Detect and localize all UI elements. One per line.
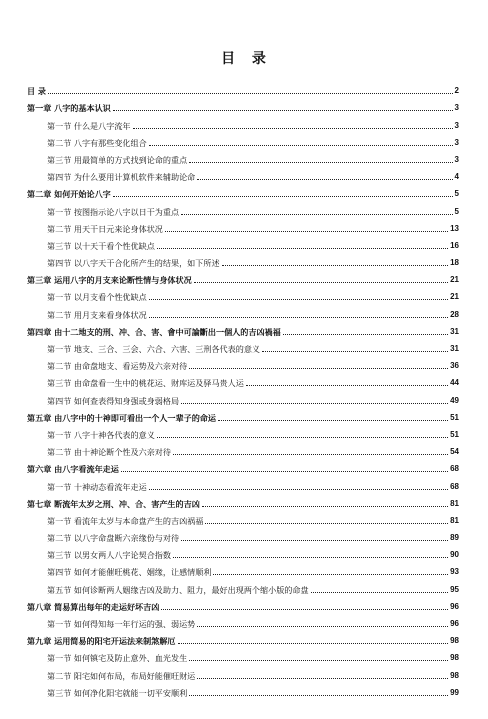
dot-leader	[202, 506, 448, 507]
toc-entry-label: 第三节 如何净化阳宅就能一切平安顺利	[47, 687, 188, 698]
dot-leader	[133, 128, 453, 129]
toc-page-number: 3	[454, 137, 459, 147]
dot-leader	[149, 489, 448, 490]
dot-leader	[113, 110, 453, 111]
toc-chapter-entry[interactable]	[27, 268, 459, 285]
toc-page-number: 81	[450, 515, 459, 525]
toc-page-number: 18	[450, 258, 459, 268]
toc-page-number: 98	[450, 653, 459, 663]
toc-entry-label: 第一节 以月支看个性优缺点	[47, 292, 147, 303]
toc-section-entry[interactable]	[27, 612, 459, 629]
dot-leader	[189, 368, 448, 369]
toc-section-entry[interactable]	[27, 388, 459, 405]
toc-entry-label: 第四节 以八字天干合化所产生的结果，如下所述	[47, 258, 220, 269]
dot-leader	[181, 214, 452, 215]
table-of-contents	[27, 79, 459, 698]
toc-section-entry[interactable]	[27, 337, 459, 354]
toc-section-entry[interactable]	[27, 148, 459, 165]
toc-page-number: 68	[450, 464, 459, 474]
dot-leader	[194, 282, 448, 283]
toc-page-number: 31	[450, 326, 459, 336]
toc-section-entry[interactable]	[27, 474, 459, 491]
toc-entry-label: 第七章 断流年太岁之刑、冲、合、害产生的吉凶	[27, 498, 200, 509]
dot-leader	[149, 299, 448, 300]
toc-page-number: 28	[450, 309, 459, 319]
toc-page-number: 93	[450, 567, 459, 577]
toc-page-number: 68	[450, 481, 459, 491]
dot-leader	[262, 351, 448, 352]
toc-entry-label: 第四节 如何才能催旺桃花、姻缘，让感情顺利	[47, 567, 212, 578]
toc-page-number: 31	[450, 344, 459, 353]
toc-entry-label: 第五节 如何诊断两人姻缘吉凶及助力、阻力，最好出现两个缩小版的命盘	[47, 584, 309, 595]
toc-entry-label: 第一节 看流年太岁与本命盘产生的吉凶祸福	[47, 515, 204, 526]
toc-section-entry[interactable]	[27, 217, 459, 234]
dot-leader	[178, 643, 449, 644]
dot-leader	[181, 403, 448, 404]
toc-page-number: 44	[450, 378, 459, 388]
toc-entry-label: 第二节 由命盘地支、看运势及六亲对待	[47, 361, 188, 372]
dot-leader	[197, 179, 452, 180]
toc-chapter-entry[interactable]	[27, 96, 459, 113]
toc-page-number: 16	[450, 240, 459, 250]
dot-leader	[149, 317, 448, 318]
toc-entry-label: 第三章 运用八字的月支来论断性情与身体状况	[27, 275, 192, 286]
toc-section-entry[interactable]	[27, 526, 459, 543]
toc-entry-label: 第一节 地支、三合、三会、六合、六害、三刑各代表的意义	[47, 344, 261, 354]
dot-leader	[283, 334, 448, 335]
toc-entry-label: 第三节 以十天干看个性优缺点	[47, 240, 155, 251]
toc-section-entry[interactable]	[27, 371, 459, 388]
toc-entry-label: 第一节 十神动态看流年走运	[47, 481, 147, 492]
toc-page-number: 2	[454, 86, 459, 96]
toc-section-entry[interactable]	[27, 131, 459, 148]
toc-section-entry[interactable]	[27, 423, 459, 440]
toc-chapter-entry[interactable]	[27, 457, 459, 474]
toc-entry-label: 第二节 用天干日元来论身体状况	[47, 223, 163, 234]
dot-leader	[246, 385, 448, 386]
toc-entry-label: 第三节 以男女两人八字论契合指数	[47, 550, 171, 561]
toc-entry-label: 第四章 由十二地支的刑、冲、合、害、會中可論斷出一個人的吉凶禍福	[27, 326, 281, 337]
toc-chapter-entry[interactable]	[27, 182, 459, 199]
toc-entry-label: 第四节 如何查表得知身强或身弱格局	[47, 395, 180, 406]
toc-entry-label: 第二节 八字有那些变化组合	[47, 137, 147, 148]
toc-section-entry[interactable]	[27, 681, 459, 698]
toc-section-entry[interactable]	[27, 251, 459, 268]
toc-entry-label: 第一章 八字的基本认识	[27, 103, 111, 114]
toc-page-number: 51	[450, 429, 459, 439]
toc-page-number: 54	[450, 447, 459, 457]
toc-page-number: 96	[450, 601, 459, 611]
toc-section-entry[interactable]	[27, 199, 459, 216]
dot-leader	[189, 695, 448, 696]
toc-page-number: 89	[450, 533, 459, 543]
toc-chapter-entry[interactable]	[27, 629, 459, 646]
dot-leader	[161, 609, 448, 610]
toc-entry-label: 第二章 如何开始论八字	[27, 189, 111, 200]
toc-section-entry[interactable]	[27, 234, 459, 251]
toc-entry-label: 第三节 由命盘看一生中的桃花运、财库运及驿马贵人运	[47, 378, 244, 389]
toc-page-number: 5	[454, 189, 459, 199]
toc-section-entry[interactable]	[27, 285, 459, 302]
toc-page-number: 5	[454, 206, 459, 216]
dot-leader	[189, 660, 448, 661]
toc-page-number: 51	[450, 412, 459, 422]
toc-entry-label: 第九章 运用简易的阳宅开运法来制煞解厄	[27, 636, 176, 647]
toc-page-number: 3	[454, 103, 459, 113]
toc-chapter-entry[interactable]	[27, 320, 459, 337]
dot-leader	[311, 592, 449, 593]
toc-entry-label: 第一节 如何得知每一年行运的强、弱运势	[47, 619, 196, 629]
dot-leader	[189, 162, 452, 163]
dot-leader	[157, 437, 448, 438]
toc-page-number: 21	[450, 275, 459, 285]
toc-section-entry[interactable]	[27, 113, 459, 130]
dot-leader	[197, 626, 448, 627]
dot-leader	[121, 471, 448, 472]
toc-page-number: 13	[450, 223, 459, 233]
toc-chapter-entry[interactable]	[27, 79, 459, 96]
toc-entry-label: 第一节 八字十神各代表的意义	[47, 429, 155, 440]
toc-page-number: 90	[450, 550, 459, 560]
toc-entry-label: 第二节 用月支来看身体状况	[47, 309, 147, 320]
dot-leader	[205, 523, 448, 524]
toc-entry-label: 第一节 按图指示论八字以日干为重点	[47, 206, 180, 217]
toc-section-entry[interactable]	[27, 543, 459, 560]
toc-entry-label: 第二节 以八字命盘断六亲缘份与对待	[47, 533, 180, 544]
toc-page-number: 4	[454, 172, 459, 182]
toc-page-number: 36	[450, 361, 459, 371]
toc-entry-label: 第六章 由八字看流年走运	[27, 464, 119, 475]
toc-title: 目 录	[221, 51, 267, 67]
toc-section-entry[interactable]	[27, 302, 459, 319]
toc-entry-label: 第一节 如何镇宅及防止意外、血光发生	[47, 653, 188, 664]
toc-entry-label: 第三节 用最简单的方式找到论命的重点	[47, 154, 188, 165]
toc-page-number: 95	[450, 584, 459, 594]
toc-chapter-entry[interactable]	[27, 492, 459, 509]
dot-leader	[173, 454, 448, 455]
toc-section-entry[interactable]	[27, 663, 459, 680]
dot-leader	[113, 196, 453, 197]
toc-page-number: 3	[454, 120, 459, 130]
dot-leader	[213, 574, 448, 575]
toc-page-number: 96	[450, 619, 459, 628]
toc-chapter-entry[interactable]	[27, 595, 459, 612]
dot-leader	[197, 678, 448, 679]
dot-leader	[218, 420, 448, 421]
toc-entry-label: 目 录	[27, 86, 47, 97]
dot-leader	[181, 540, 448, 541]
toc-page-number: 98	[450, 670, 459, 680]
dot-leader	[157, 248, 448, 249]
toc-entry-label: 第一节 什么是八字流年	[47, 120, 131, 131]
dot-leader	[165, 231, 448, 232]
toc-page-number: 49	[450, 395, 459, 405]
toc-page-number: 99	[450, 687, 459, 697]
toc-page-number: 98	[450, 636, 459, 646]
dot-leader	[222, 265, 449, 266]
toc-page-number: 81	[450, 498, 459, 508]
toc-chapter-entry[interactable]	[27, 406, 459, 423]
toc-entry-label: 第四节 为什么要用计算机软件来辅助论命	[47, 172, 196, 183]
toc-entry-label: 第二节 由十神论断个性及六亲对待	[47, 447, 171, 458]
toc-section-entry[interactable]	[27, 509, 459, 526]
toc-section-entry[interactable]	[27, 440, 459, 457]
toc-page-number: 21	[450, 292, 459, 302]
toc-section-entry[interactable]	[27, 354, 459, 371]
toc-section-entry[interactable]	[27, 577, 459, 594]
toc-entry-label: 第五章 由八字中的十神即可看出一个人一辈子的命运	[27, 412, 216, 423]
toc-entry-label: 第二节 阳宅如何布局，布局好能催旺财运	[47, 670, 196, 681]
toc-section-entry[interactable]	[27, 165, 459, 182]
dot-leader	[173, 557, 448, 558]
toc-entry-label: 第八章 简易算出每年的走运好坏吉凶	[27, 601, 160, 612]
dot-leader	[48, 93, 453, 94]
toc-section-entry[interactable]	[27, 560, 459, 577]
toc-section-entry[interactable]	[27, 646, 459, 663]
toc-page-number: 3	[454, 154, 459, 164]
dot-leader	[149, 145, 453, 146]
